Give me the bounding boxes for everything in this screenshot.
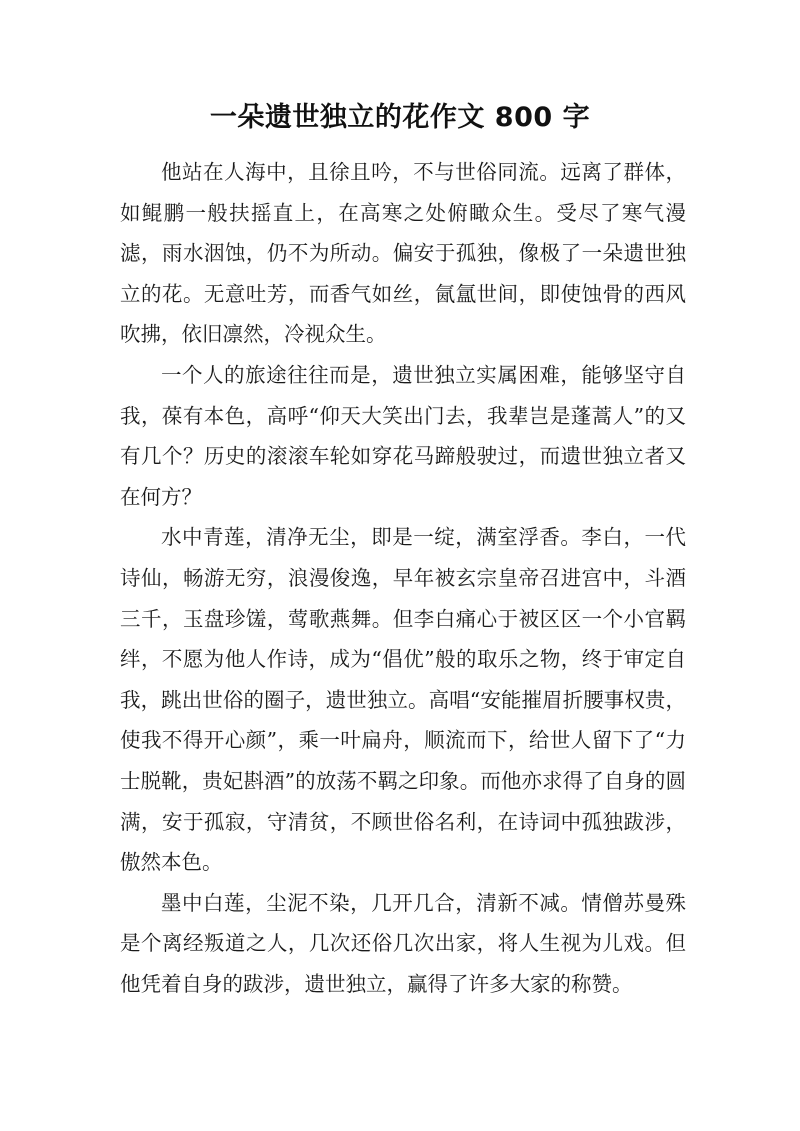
paragraph-4: 墨中白莲，尘泥不染，几开几合，清新不减。情僧苏曼殊是个离经叛道之人，几次还俗几次出家，将人生视为儿戏。但他凭着自身的跋涉，遗世独立，赢得了许多大家的称赞。 xyxy=(120,890,686,996)
paragraph-1: 他站在人海中，且徐且吟，不与世俗同流。远离了群体，如鲲鹏一般扶摇直上，在高寒之处俯瞰众生。受尽了寒气漫滤，雨水洇蚀，仍不为所动。偏安于孤独，像极了一朵遗世独立的花。无意吐芳，而香气如丝，氤氲世间，即使蚀骨的西风吹拂，依旧凛然，冷视众生。 xyxy=(120,160,686,347)
paragraph-3: 水中青莲，清净无尘，即是一绽，满室浮香。李白，一代诗仙，畅游无穷，浪漫俊逸，早年被玄宗皇帝召进宫中，斗酒三千，玉盘珍馐，莺歌燕舞。但李白痛心于被区区一个小官羁绊，不愿为他人作诗，成为“倡优”般的取乐之物，终于审定自我，跳出世俗的圈子，遗世独立。高唱“安能摧眉折腰事权贵，使我不得开心颜”，乘一叶扁舟，顺流而下，给世人留下了“力士脱靴，贵妃斟酒”的放荡不羁之印象。而他亦求得了自身的圆满，安于孤寂，守清贫，不顾世俗名利，在诗词中孤独跋涉，傲然本色。 xyxy=(120,525,686,875)
document-title: 一朵遗世独立的花作文 800 字 xyxy=(209,102,591,133)
paragraph-2: 一个人的旅途往往而是，遗世独立实属困难，能够坚守自我，葆有本色，高呼“仰天大笑出门去，我辈岂是蓬蒿人”的又有几个？历史的滚滚车轮如穿花马蹄般驶过，而遗世独立者又在何方？ xyxy=(120,362,686,509)
document-body xyxy=(120,152,686,1004)
